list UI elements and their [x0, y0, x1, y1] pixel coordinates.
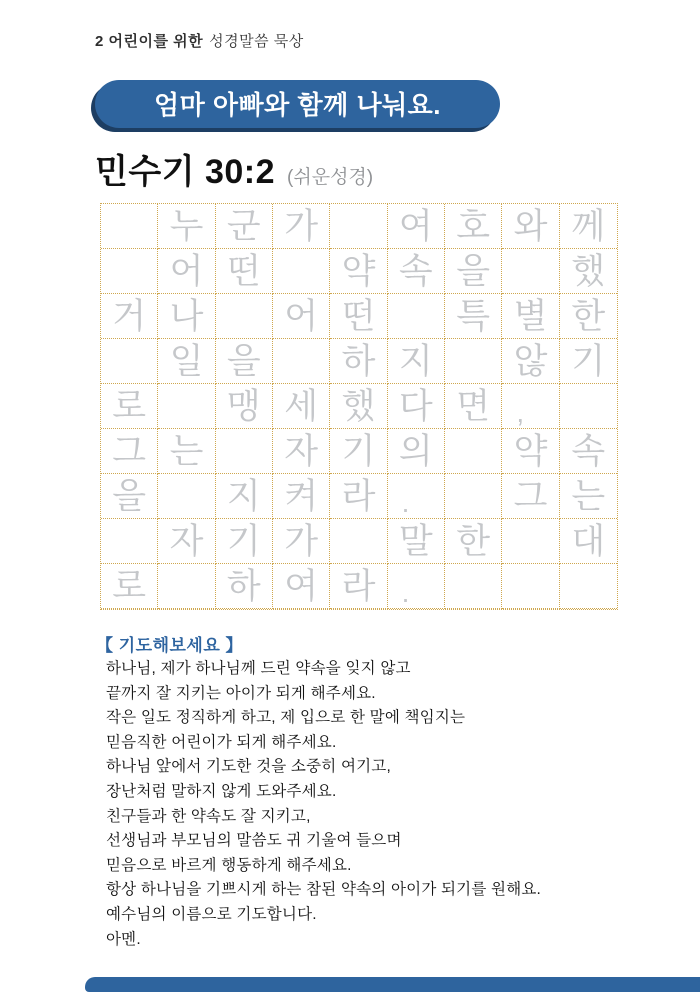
verse-title	[95, 144, 373, 193]
tracing-cell: 나	[158, 294, 215, 339]
tracing-cell: ,	[502, 384, 559, 429]
tracing-cell: 로	[101, 564, 158, 609]
tracing-cell-empty	[445, 474, 502, 519]
tracing-cell: 특	[445, 294, 502, 339]
tracing-cell: 기	[560, 339, 617, 384]
tracing-cell-empty	[158, 384, 215, 429]
tracing-cell: 세	[273, 384, 330, 429]
tracing-cell: 그	[101, 429, 158, 474]
tracing-cell: 는	[158, 429, 215, 474]
tracing-cell: 않	[502, 339, 559, 384]
prayer-line: 믿음직한 어린이가 되게 해주세요.	[106, 733, 337, 751]
tracing-cell: 했	[560, 249, 617, 294]
tracing-cell-empty	[273, 339, 330, 384]
running-head	[95, 30, 304, 51]
tracing-cell: .	[388, 564, 445, 609]
prayer-line: 작은 일도 정직하게 하고, 제 입으로 한 말에 책임지는	[106, 709, 466, 727]
tracing-cell: 속	[388, 249, 445, 294]
tracing-cell-empty	[502, 564, 559, 609]
prayer-line: 믿음으로 바르게 행동하게 해주세요.	[106, 856, 352, 874]
prayer-line: 선생님과 부모님의 말씀도 귀 기울여 들으며	[106, 832, 402, 850]
tracing-cell-empty	[445, 339, 502, 384]
tracing-cell: 군	[216, 204, 273, 249]
tracing-cell: 기	[330, 429, 387, 474]
tracing-cell: 다	[388, 384, 445, 429]
tracing-cell: 어	[158, 249, 215, 294]
tracing-cell-empty	[445, 429, 502, 474]
tracing-cell-empty	[330, 204, 387, 249]
prayer-heading: 【 기도해보세요 】	[96, 636, 243, 655]
tracing-cell: 어	[273, 294, 330, 339]
tracing-cell: 떤	[216, 249, 273, 294]
prayer-text	[106, 657, 541, 952]
tracing-cell: 와	[502, 204, 559, 249]
tracing-cell: 로	[101, 384, 158, 429]
bible-version: (쉬운성경)	[287, 167, 374, 188]
prayer-line: 하나님 앞에서 기도한 것을 소중히 여기고,	[106, 758, 391, 776]
share-banner	[95, 80, 500, 128]
prayer-line: 끝까지 잘 지키는 아이가 되게 해주세요.	[106, 684, 376, 702]
prayer-line: 예수님의 이름으로 기도합니다.	[106, 905, 317, 923]
tracing-cell-empty	[101, 519, 158, 564]
prayer-line: 친구들과 한 약속도 잘 지키고,	[106, 807, 311, 825]
tracing-cell: .	[388, 474, 445, 519]
tracing-cell: 여	[273, 564, 330, 609]
tracing-cell: 자	[158, 519, 215, 564]
tracing-cell: 한	[560, 294, 617, 339]
tracing-cell: 그	[502, 474, 559, 519]
tracing-cell-empty	[560, 564, 617, 609]
tracing-cell: 속	[560, 429, 617, 474]
tracing-cell: 한	[445, 519, 502, 564]
tracing-cell: 면	[445, 384, 502, 429]
tracing-cell: 가	[273, 204, 330, 249]
tracing-cell: 기	[216, 519, 273, 564]
next-section-banner-cropped	[85, 977, 700, 992]
running-head-series-rest: 성경말씀 묵상	[209, 33, 304, 50]
tracing-cell-empty	[216, 294, 273, 339]
tracing-cell: 을	[216, 339, 273, 384]
tracing-cell: 의	[388, 429, 445, 474]
prayer-line: 하나님, 제가 하나님께 드린 약속을 잊지 않고	[106, 660, 411, 677]
tracing-cell: 께	[560, 204, 617, 249]
prayer-line: 항상 하나님을 기쁘시게 하는 참된 약속의 아이가 되기를 원해요.	[106, 881, 542, 899]
tracing-cell: 일	[158, 339, 215, 384]
tracing-cell: 약	[502, 429, 559, 474]
tracing-cell-empty	[101, 339, 158, 384]
prayer-line: 아멘.	[106, 930, 141, 948]
tracing-cell-empty	[388, 294, 445, 339]
tracing-cell-empty	[445, 564, 502, 609]
tracing-grid	[100, 203, 618, 610]
tracing-cell: 약	[330, 249, 387, 294]
tracing-cell: 지	[388, 339, 445, 384]
tracing-cell: 켜	[273, 474, 330, 519]
tracing-cell: 여	[388, 204, 445, 249]
tracing-cell: 대	[560, 519, 617, 564]
tracing-cell: 라	[330, 564, 387, 609]
tracing-cell: 자	[273, 429, 330, 474]
tracing-cell: 호	[445, 204, 502, 249]
tracing-cell: 을	[101, 474, 158, 519]
tracing-cell: 지	[216, 474, 273, 519]
verse-reference: 민수기 30:2	[95, 153, 276, 191]
tracing-cell: 했	[330, 384, 387, 429]
tracing-cell: 별	[502, 294, 559, 339]
tracing-cell: 말	[388, 519, 445, 564]
tracing-cell: 는	[560, 474, 617, 519]
share-banner-label: 엄마 아빠와 함께 나눠요.	[153, 89, 442, 120]
tracing-cell: 라	[330, 474, 387, 519]
tracing-cell-empty	[158, 564, 215, 609]
running-head-page-series: 2 어린이를 위한	[95, 33, 204, 50]
tracing-cell: 하	[216, 564, 273, 609]
tracing-cell-empty	[502, 249, 559, 294]
tracing-cell-empty	[330, 519, 387, 564]
tracing-cell: 거	[101, 294, 158, 339]
tracing-cell-empty	[101, 204, 158, 249]
tracing-cell-empty	[101, 249, 158, 294]
tracing-cell: 을	[445, 249, 502, 294]
tracing-cell-empty	[502, 519, 559, 564]
tracing-cell-empty	[158, 474, 215, 519]
tracing-cell-empty	[273, 249, 330, 294]
tracing-cell-empty	[216, 429, 273, 474]
tracing-cell: 가	[273, 519, 330, 564]
tracing-cell: 맹	[216, 384, 273, 429]
prayer-line: 장난처럼 말하지 않게 도와주세요.	[106, 782, 337, 800]
tracing-cell: 떤	[330, 294, 387, 339]
tracing-cell: 하	[330, 339, 387, 384]
tracing-cell: 누	[158, 204, 215, 249]
tracing-cell-empty	[560, 384, 617, 429]
